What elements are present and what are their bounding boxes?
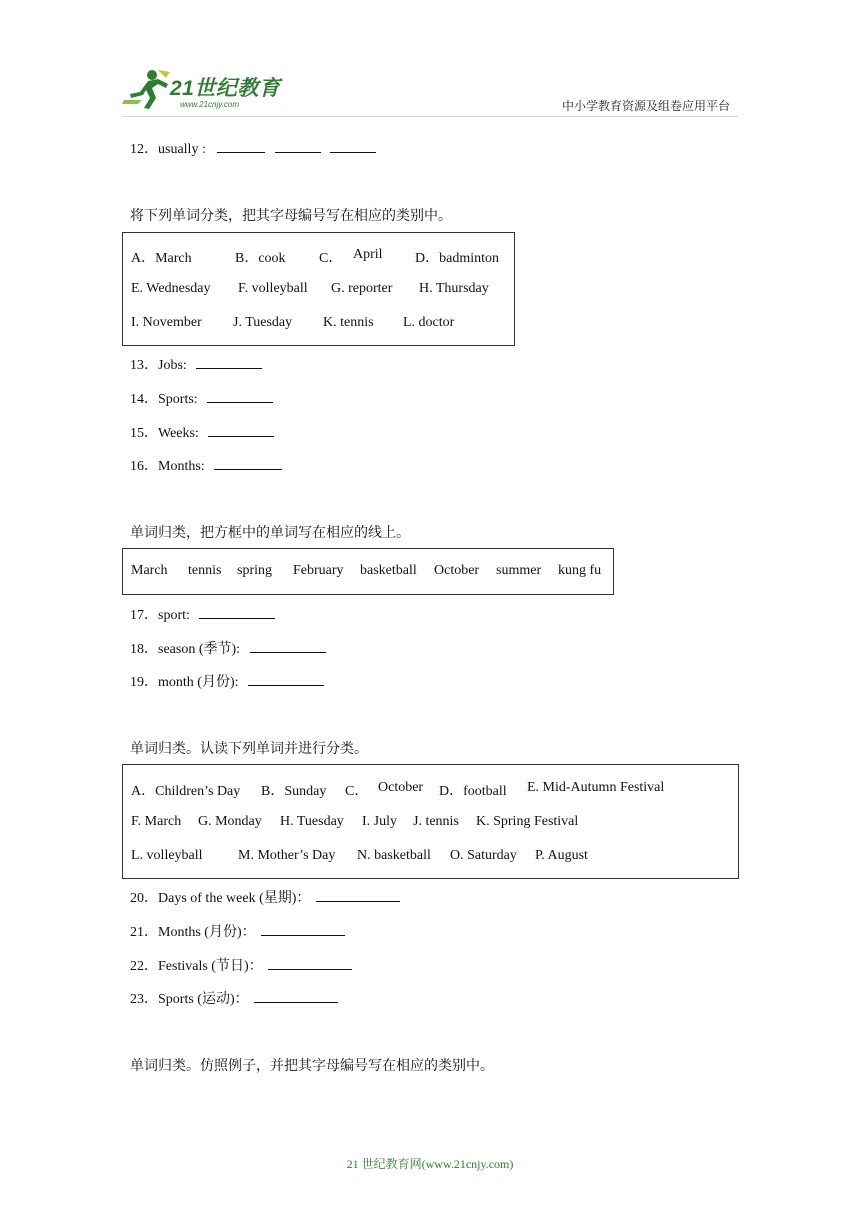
section-instruction: 将下列单词分类，把其字母编号写在相应的类别中。 — [130, 208, 452, 224]
answer-blank[interactable] — [250, 640, 326, 653]
site-logo — [122, 68, 292, 116]
answer-blank[interactable] — [330, 140, 376, 153]
answer-blank[interactable] — [214, 457, 282, 470]
word-item: F. volleyball — [238, 281, 308, 296]
word-item: tennis — [188, 563, 222, 578]
word-item: E. Wednesday — [131, 281, 211, 296]
word-item: K. Spring Festival — [476, 814, 579, 829]
question-label: 21．Months (月份)： — [130, 925, 256, 940]
question-label: 19．month (月份): — [130, 675, 239, 690]
word-item: P. August — [535, 848, 588, 863]
word-item: G. Monday — [198, 814, 262, 829]
question-19 — [130, 671, 324, 691]
word-item: October — [434, 563, 480, 578]
platform-title: 中小学教育资源及组卷应用平台 — [561, 99, 730, 113]
section-instruction: 单词归类，把方框中的单词写在相应的线上。 — [130, 525, 410, 541]
word-item: I. July — [362, 814, 397, 829]
word-item: D．football — [439, 784, 507, 799]
word-item: K. tennis — [323, 315, 374, 330]
word-item: February — [293, 563, 344, 578]
question-label: 17．sport: — [130, 608, 190, 623]
question-13 — [130, 354, 262, 374]
question-label: 13．Jobs: — [130, 358, 187, 373]
answer-blank[interactable] — [268, 957, 352, 970]
logo-url: www.21cnjy.com — [180, 100, 239, 109]
word-item: J. tennis — [413, 814, 459, 829]
word-item: J. Tuesday — [233, 315, 293, 330]
word-item: March — [131, 563, 168, 578]
word-item: F. March — [131, 814, 182, 829]
answer-blank[interactable] — [316, 889, 400, 902]
question-14 — [130, 388, 273, 408]
word-item: C． — [345, 784, 369, 799]
word-item: M. Mother’s Day — [238, 848, 336, 863]
question-label: 23．Sports (运动)： — [130, 992, 249, 1007]
word-item: summer — [496, 563, 542, 578]
word-item: E. Mid-Autumn Festival — [527, 780, 665, 795]
answer-blank[interactable] — [275, 140, 321, 153]
answer-blank[interactable] — [208, 424, 274, 437]
answer-blank[interactable] — [254, 990, 338, 1003]
header-divider — [122, 116, 738, 117]
word-item: basketball — [360, 563, 417, 578]
question-21 — [130, 921, 345, 941]
section-instruction: 单词归类。仿照例子，并把其字母编号写在相应的类别中。 — [130, 1058, 494, 1074]
word-item: B．cook — [235, 251, 286, 266]
page-footer: 21 世纪教育网(www.21cnjy.com) — [346, 1157, 514, 1171]
question-22 — [130, 955, 352, 975]
question-label: 22．Festivals (节日)： — [130, 959, 263, 974]
word-item: C． — [319, 251, 343, 266]
logo-text: 21世纪教育 — [170, 77, 281, 100]
word-item: A．Children’s Day — [131, 784, 241, 799]
word-item: spring — [237, 563, 272, 578]
word-box — [122, 548, 614, 595]
question-label: 14．Sports: — [130, 392, 198, 407]
word-item: D．badminton — [415, 251, 499, 266]
word-item: L. volleyball — [131, 848, 203, 863]
runner-logo-icon — [122, 68, 172, 112]
word-item: H. Thursday — [419, 281, 489, 296]
word-item: L. doctor — [403, 315, 455, 330]
word-item: B．Sunday — [261, 784, 327, 799]
answer-blank[interactable] — [261, 923, 345, 936]
question-17 — [130, 604, 275, 624]
word-item: April — [353, 247, 383, 262]
question-23 — [130, 988, 338, 1008]
question-label: 15．Weeks: — [130, 426, 199, 441]
question-label: 18．season (季节): — [130, 642, 241, 657]
question-15 — [130, 422, 274, 442]
word-item: I. November — [131, 315, 202, 330]
word-item: kung fu — [558, 563, 602, 578]
word-item: October — [378, 780, 424, 795]
answer-blank[interactable] — [217, 140, 265, 153]
question-16 — [130, 455, 282, 475]
answer-blank[interactable] — [207, 390, 273, 403]
answer-blank[interactable] — [248, 673, 324, 686]
word-item: O. Saturday — [450, 848, 517, 863]
word-item: A．March — [131, 251, 192, 266]
word-item: H. Tuesday — [280, 814, 344, 829]
word-item: G. reporter — [331, 281, 393, 296]
question-label: 16．Months: — [130, 459, 205, 474]
question-20 — [130, 887, 400, 907]
question-18 — [130, 638, 326, 658]
answer-blank[interactable] — [196, 356, 262, 369]
section-instruction: 单词归类。认读下列单词并进行分类。 — [130, 741, 368, 757]
word-item: N. basketball — [357, 848, 431, 863]
word-box — [122, 764, 739, 879]
question-label: 12．usually : — [130, 142, 206, 157]
word-box — [122, 232, 515, 346]
question-label: 20．Days of the week (星期)： — [130, 891, 311, 906]
question-12 — [130, 138, 376, 158]
answer-blank[interactable] — [199, 606, 275, 619]
